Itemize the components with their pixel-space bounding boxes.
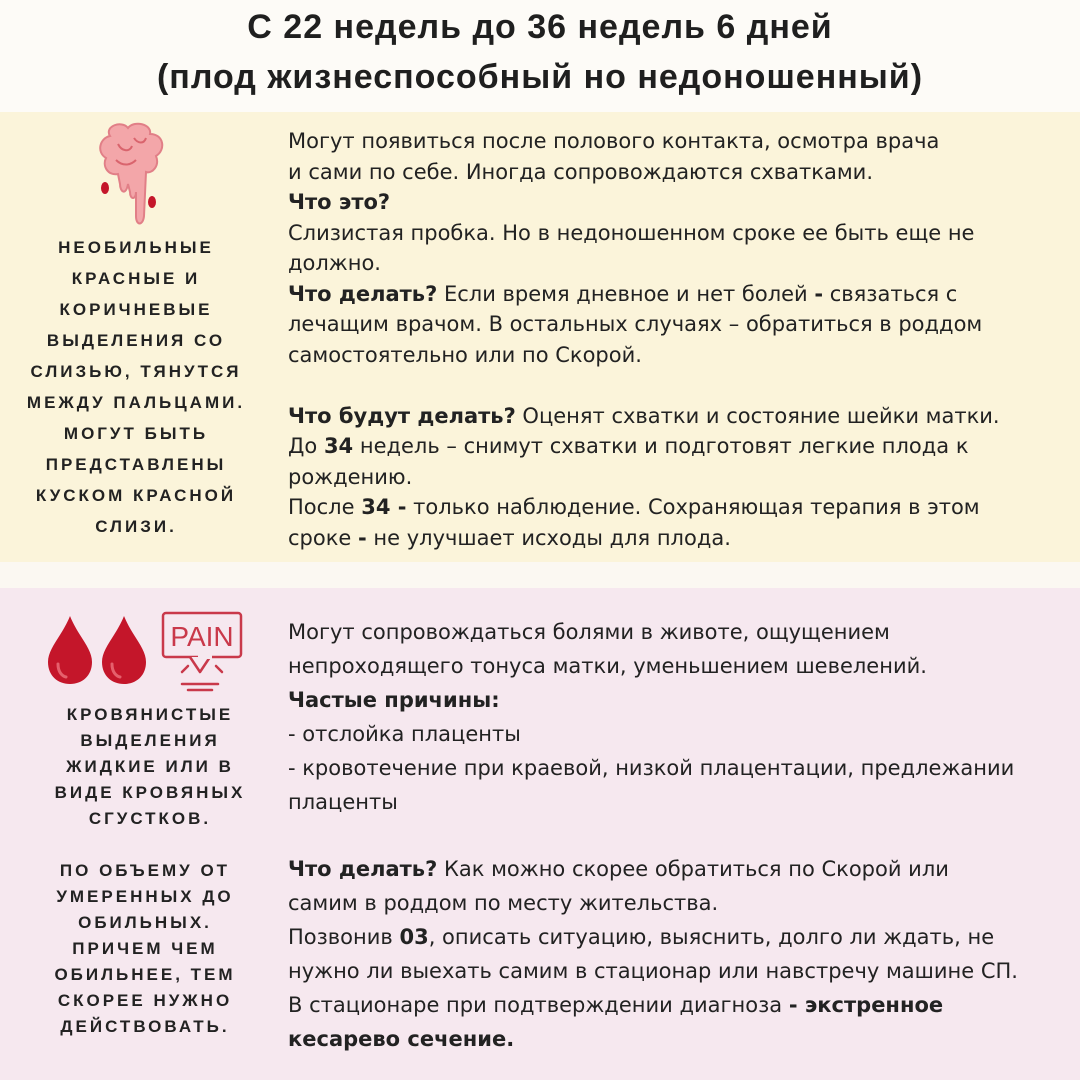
blood-drops-icon — [44, 614, 154, 686]
section1-body: Могут появиться после полового контакта, осмотра врача и сами по себе. Иногда сопровождаются схватками. Что это? Слизистая пробка. Но в недоношенном сроке ее быть еще не должно. Что делать? Если время дневное и нет болей - связаться с лечащим врачом. В остальных случаях – обратиться в роддом самостоятельно или по Скорой. Что будут делать? Оценят схватки и состояние шейки матки. До 34 недель – снимут схватки и подготовят легкие плода к рождению. После 34 - только наблюдение. Сохраняющая терапия в этом сроке - не улучшает исходы для плода. — [288, 129, 1000, 550]
section-divider — [0, 562, 1080, 588]
section2-side-caption-1: КРОВЯНИСТЫЕ ВЫДЕЛЕНИЯ ЖИДКИЕ ИЛИ В ВИДЕ КРОВЯНЫХ СГУСТКОВ. — [54, 705, 246, 828]
title-line-2: (плод жизнеспособный но недоношенный) — [156, 58, 924, 96]
header — [0, 0, 1080, 112]
section2-body-2: Что делать? Как можно скорее обратиться по Скорой или самим в роддом по месту жительства. Позвонив 03, описать ситуацию, выяснить, долго ли ждать, не нужно ли выехать самим в стационар или навстречу машине СП. В стационаре при подтверждении диагноза - экстренное кесарево сечение. — [288, 857, 1018, 1051]
pain-speech-bubble-icon — [160, 610, 246, 694]
section2-body-1: Могут сопровождаться болями в животе, ощущением непроходящего тонуса матки, уменьшением шевелений. Частые причины: - отслойка плаценты - кровотечение при краевой, низкой плацентации, предлежании плаценты — [288, 620, 1015, 814]
pain-label: PAIN — [170, 621, 234, 652]
section1-side-caption: НЕОБИЛЬНЫЕ КРАСНЫЕ И КОРИЧНЕВЫЕ ВЫДЕЛЕНИЯ СО СЛИЗЬЮ, ТЯНУТСЯ МЕЖДУ ПАЛЬЦАМИ. МОГУТ БЫТЬ ПРЕДСТАВЛЕНЫ КУСКОМ КРАСНОЙ СЛИЗИ. — [26, 238, 246, 536]
section2-side-caption-2: ПО ОБЪЕМУ ОТ УМЕРЕННЫХ ДО ОБИЛЬНЫХ. ПРИЧЕМ ЧЕМ ОБИЛЬНЕЕ, ТЕМ СКОРЕЕ НУЖНО ДЕЙСТВОВАТЬ. — [54, 861, 236, 1036]
title-line-1: С 22 недель до 36 недель 6 дней — [247, 8, 833, 46]
mucus-blob-icon — [96, 122, 168, 234]
